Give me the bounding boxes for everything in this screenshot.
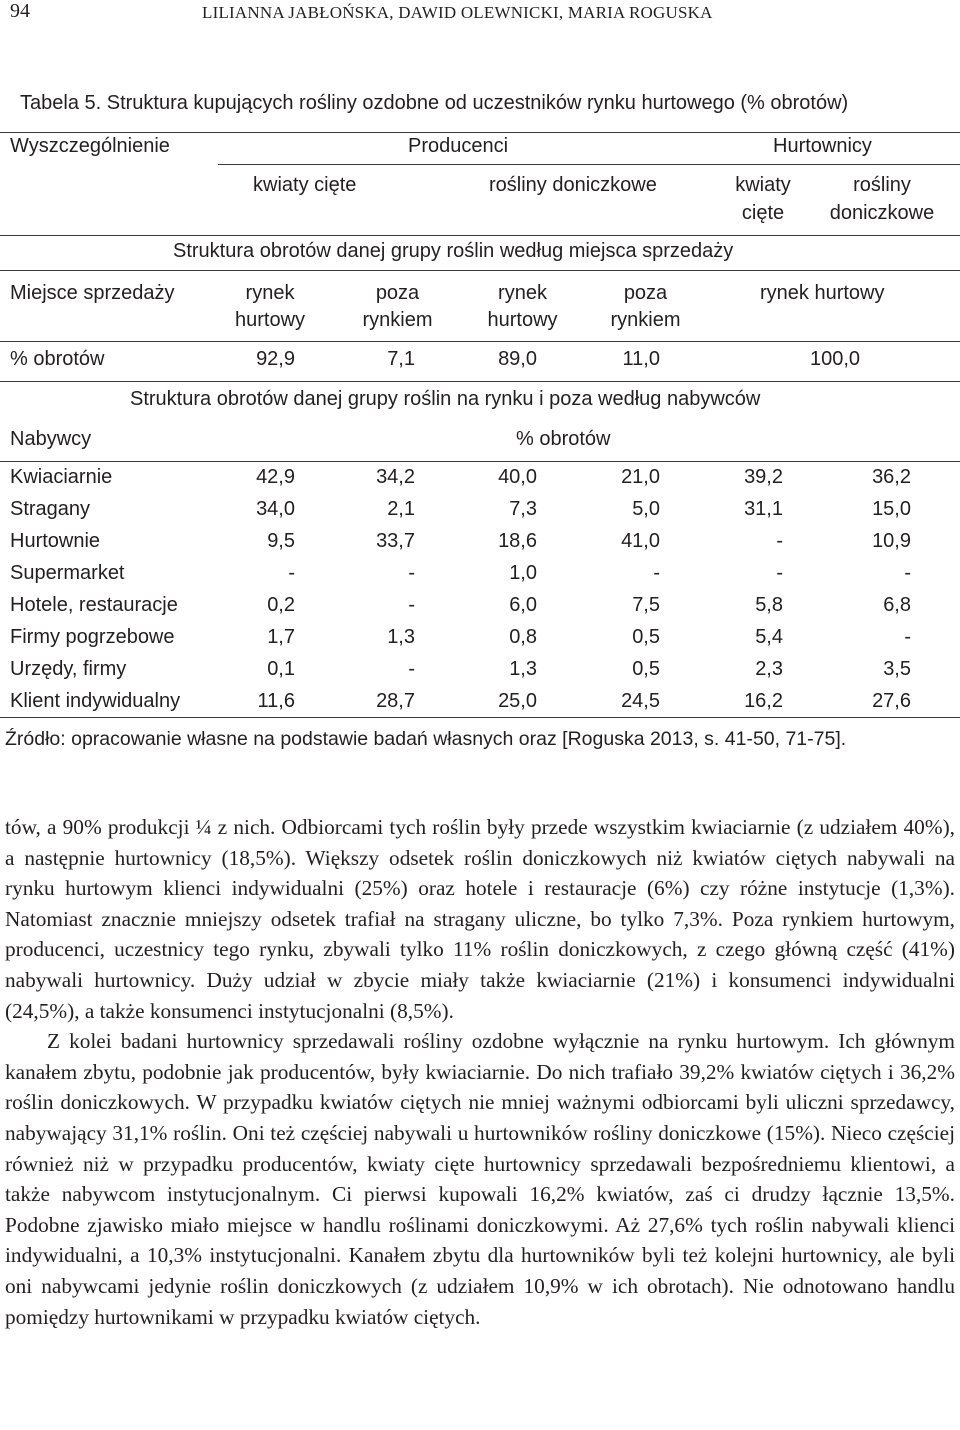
- table-cell: 1,7: [267, 626, 295, 648]
- table-row: [0, 656, 960, 688]
- table-cell: 6,0: [509, 594, 537, 616]
- table-cell: 7,3: [509, 498, 537, 520]
- obroty-value: 11,0: [622, 348, 660, 370]
- table-cell: -: [653, 562, 660, 584]
- table-cell: 0,1: [267, 658, 295, 680]
- table-caption: Tabela 5. Struktura kupujących rośliny ozdobne od uczestników rynku hurtowego (% obrotów): [20, 92, 849, 114]
- table-cell: -: [776, 530, 783, 552]
- table-cell: 39,2: [744, 466, 783, 488]
- table-cell: 5,0: [632, 498, 660, 520]
- struktura-nabywcow: Struktura obrotów danej grupy roślin na rynku i poza według nabywców: [130, 388, 761, 410]
- table-cell: -: [408, 594, 415, 616]
- table-cell: 25,0: [498, 690, 537, 712]
- table-cell: 11,6: [257, 690, 295, 712]
- row-label: Stragany: [10, 498, 91, 520]
- table-cell: 40,0: [498, 466, 537, 488]
- table-row: [0, 560, 960, 592]
- header-rule-2: [0, 235, 960, 236]
- header-kwiaty-l2: cięte: [741, 202, 785, 224]
- table-cell: 28,7: [376, 690, 415, 712]
- table-cell: 34,2: [376, 466, 415, 488]
- table-cell: -: [408, 562, 415, 584]
- running-authors: LILIANNA JABŁOŃSKA, DAWID OLEWNICKI, MARIA ROGUSKA: [202, 3, 713, 22]
- poza-l2-b: rynkiem: [610, 309, 681, 331]
- row-label: Hurtownie: [10, 530, 101, 552]
- table-cell: 24,5: [621, 690, 660, 712]
- body-text: [5, 812, 955, 1332]
- header-producenci: Producenci: [408, 135, 509, 157]
- table-row: [0, 592, 960, 624]
- header-wyszczegolnienie: Wyszczególnienie: [10, 135, 170, 157]
- table-cell: 0,2: [267, 594, 295, 616]
- header-kwiaty-l1: kwiaty: [735, 174, 791, 196]
- obroty-subheader: % obrotów: [516, 428, 611, 450]
- row-label: Klient indywidualny: [10, 690, 181, 712]
- rynek-l1: rynek: [245, 282, 295, 304]
- table-cell: 5,8: [755, 594, 783, 616]
- obroty-value: 100,0: [809, 348, 861, 370]
- table-cell: 15,0: [872, 498, 911, 520]
- obroty-value: 7,1: [387, 348, 415, 370]
- header-kwiaty-ciete: kwiaty cięte: [253, 174, 357, 196]
- table-cell: 5,4: [755, 626, 783, 648]
- table-cell: 31,1: [744, 498, 783, 520]
- table-cell: 1,0: [509, 562, 537, 584]
- data-table: [0, 130, 960, 720]
- table-cell: 1,3: [387, 626, 415, 648]
- table-cell: -: [288, 562, 295, 584]
- poza-l1: poza: [375, 282, 420, 304]
- header-rosliny-doniczkowe: rośliny doniczkowe: [489, 174, 657, 196]
- header-rule-6: [0, 461, 960, 462]
- table-cell: 7,5: [632, 594, 660, 616]
- poza-l1-b: poza: [623, 282, 668, 304]
- table-row: [0, 624, 960, 656]
- table-cell: 10,9: [872, 530, 911, 552]
- poza-l2: rynkiem: [362, 309, 433, 331]
- table-row: [0, 464, 960, 496]
- table-cell: 41,0: [621, 530, 660, 552]
- header-rule-4: [0, 341, 960, 342]
- table-cell: 2,3: [755, 658, 783, 680]
- table-cell: 6,8: [883, 594, 911, 616]
- row-label: Supermarket: [10, 562, 125, 584]
- table-cell: 0,8: [509, 626, 537, 648]
- table-cell: 33,7: [376, 530, 415, 552]
- obroty-label: % obrotów: [10, 348, 105, 370]
- header-rosliny-l2: doniczkowe: [829, 202, 935, 224]
- table-cell: 36,2: [872, 466, 911, 488]
- struktura-miejsca: Struktura obrotów danej grupy roślin według miejsca sprzedaży: [173, 240, 734, 262]
- row-label: Firmy pogrzebowe: [10, 626, 175, 648]
- rynek-hurtowy: rynek hurtowy: [760, 282, 885, 304]
- table-row: [0, 528, 960, 560]
- table-cell: 0,5: [632, 658, 660, 680]
- table-cell: -: [408, 658, 415, 680]
- header-rosliny-l1: rośliny: [853, 174, 911, 196]
- table-source: Źródło: opracowanie własne na podstawie badań własnych oraz [Roguska 2013, s. 41-50, 71-75].: [5, 728, 847, 750]
- table-cell: -: [904, 562, 911, 584]
- page-number: 94: [10, 0, 30, 22]
- rynek-l2-b: hurtowy: [487, 309, 558, 331]
- header-rule-5: [0, 381, 960, 382]
- table-row: [0, 688, 960, 720]
- miejsce-label: Miejsce sprzedaży: [10, 282, 175, 304]
- table-cell: -: [904, 626, 911, 648]
- table-cell: 1,3: [509, 658, 537, 680]
- table-cell: 0,5: [632, 626, 660, 648]
- rynek-l2: hurtowy: [234, 309, 306, 331]
- row-label: Urzędy, firmy: [10, 658, 127, 680]
- table-cell: 2,1: [387, 498, 415, 520]
- table-cell: 34,0: [256, 498, 295, 520]
- table-cell: 9,5: [267, 530, 295, 552]
- header-rule-1: [218, 164, 960, 165]
- page-header: [10, 0, 950, 28]
- header-hurtownicy: Hurtownicy: [773, 135, 872, 157]
- rynek-l1-b: rynek: [498, 282, 547, 304]
- row-label: Kwiaciarnie: [10, 466, 113, 488]
- table-cell: 42,9: [256, 466, 295, 488]
- table-cell: 27,6: [872, 690, 911, 712]
- table-row: [0, 496, 960, 528]
- table-cell: -: [776, 562, 783, 584]
- paragraph-1: tów, a 90% produkcji ¼ z nich. Odbiorcami tych roślin były przede wszystkim kwiaciarnie (z udziałem 40%), a następnie hurtownicy (18,5%). Większy odsetek roślin doniczkowych niż kwiatów ciętych nabywali na rynku hurtowym klienci indywidualni (25%) oraz hotele i restauracje (6%) czy różne instytucje (1,3%). Natomiast znacznie mniejszy odsetek trafiał na stragany uliczne, bo tylko 7,3%. Poza rynkiem hurtowym, producenci, uczestnicy tego rynku, zbywali tylko 11% roślin doniczkowych, z czego główną część (41%) nabywali hurtownicy. Duży udział w zbycie miały także kwiaciarnie (21%) i konsumenci indywidualni (24,5%), a także konsumenci instytucjonalni (8,5%).: [5, 815, 955, 1023]
- table-cell: 3,5: [883, 658, 911, 680]
- table-bottom-rule: [0, 717, 960, 718]
- header-rule-3: [0, 270, 960, 271]
- table-cell: 18,6: [498, 530, 537, 552]
- row-label: Hotele, restauracje: [10, 594, 178, 616]
- obroty-value: 89,0: [498, 348, 537, 370]
- nabywcy-label: Nabywcy: [10, 428, 92, 450]
- obroty-value: 92,9: [256, 348, 295, 370]
- table-cell: 21,0: [621, 466, 660, 488]
- table-cell: 16,2: [744, 690, 783, 712]
- paragraph-2: Z kolei badani hurtownicy sprzedawali rośliny ozdobne wyłącznie na rynku hurtowym. Ich głównym kanałem zbytu, podobnie jak producentów, były kwiaciarnie. Do nich trafiało 39,2% kwiatów ciętych i 36,2% roślin doniczkowych. W przypadku kwiatów ciętych nie mniej ważnymi odbiorcami byli uliczni sprzedawcy, nabywający 31,1% roślin. Oni też częściej nabywali u hurtowników rośliny doniczkowe (15%). Nieco częściej również niż w przypadku producentów, kwiaty cięte hurtownicy sprzedawali bezpośredniemu klientowi, a także nabywcom instytucjonalnym. Ci pierwsi kupowali 16,2% kwiatów, zaś ci drudzy łącznie 13,5%. Podobne zjawisko miało miejsce w handlu roślinami doniczkowymi. Aż 27,6% tych roślin nabywali klienci indywidualni, a 10,3% instytucjonalni. Kanałem zbytu dla hurtowników byli też kolejni hurtownicy, ale byli oni nabywcami jedynie roślin doniczkowych (z udziałem 10,9% w ich obrotach). Nie odnotowano handlu pomiędzy hurtownikami w przypadku kwiatów ciętych.: [5, 1029, 955, 1329]
